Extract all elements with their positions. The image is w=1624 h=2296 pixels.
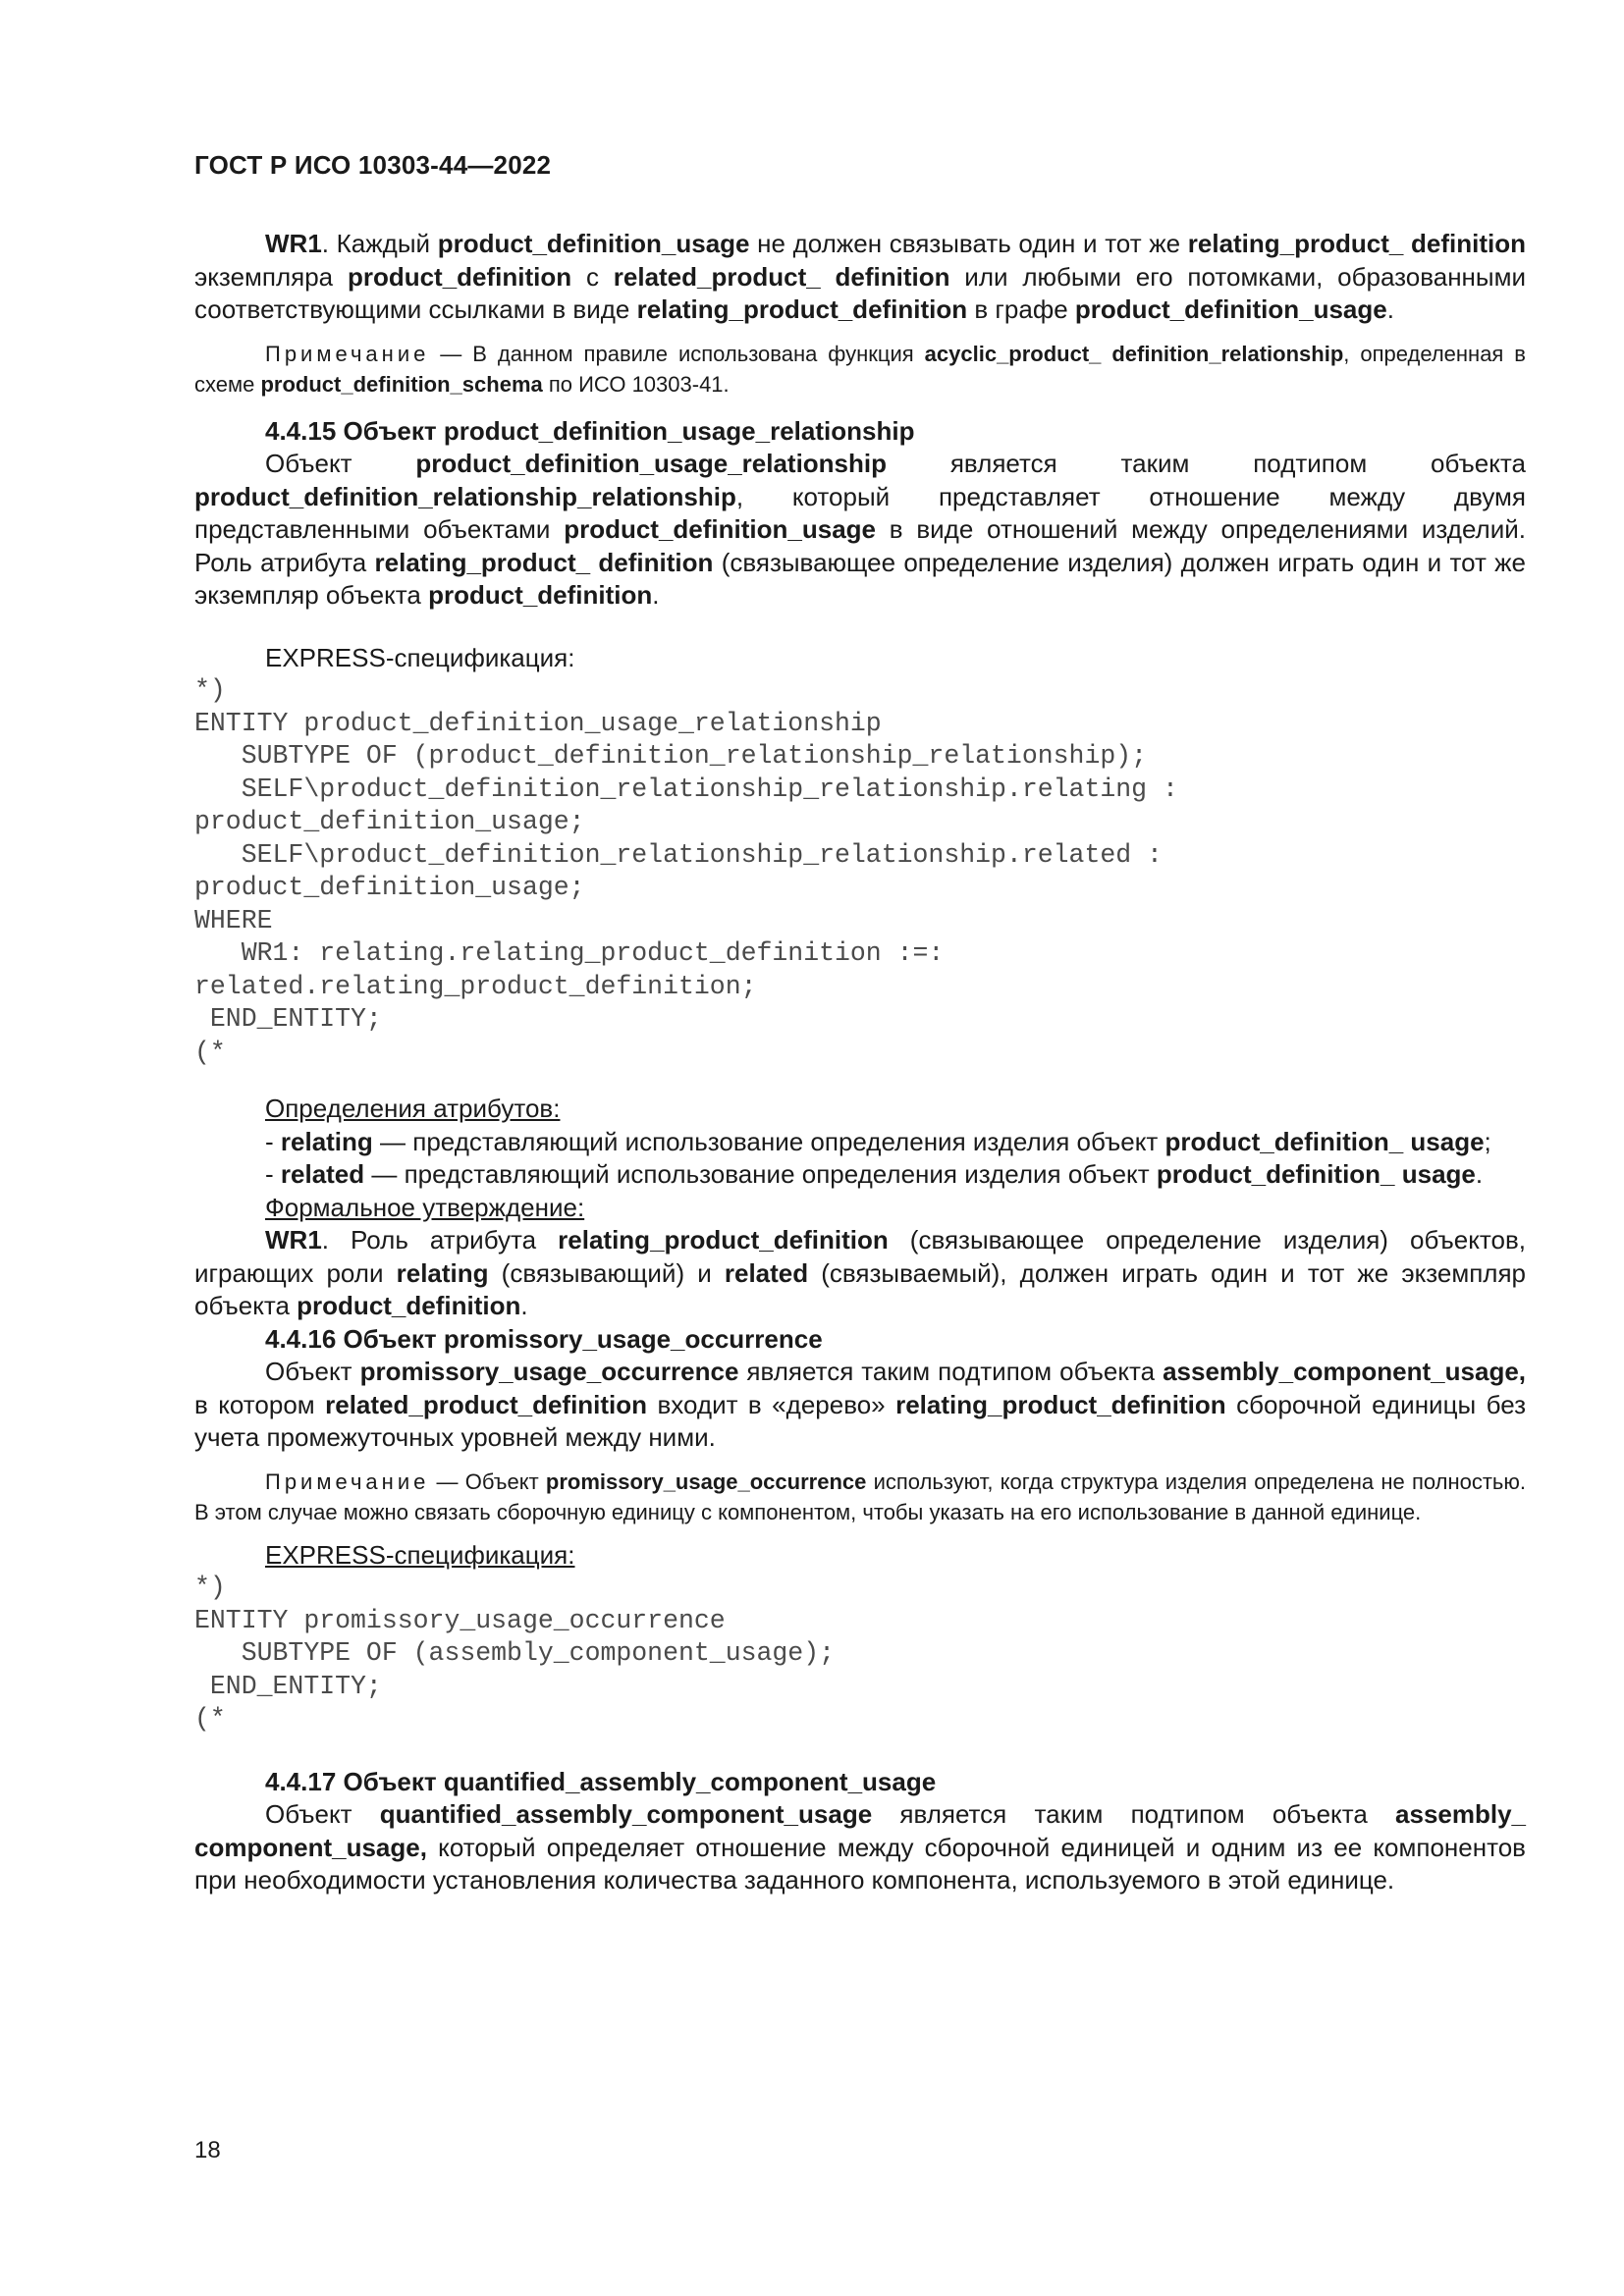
code-line: END_ENTITY; — [194, 1004, 382, 1034]
express-label-4-4-16: EXPRESS-спецификация: — [265, 1539, 575, 1570]
code-line: SUBTYPE OF (product_definition_relationship_relationship); — [194, 741, 1148, 771]
code-line: ENTITY product_definition_usage_relationship — [194, 708, 882, 738]
note-acyclic: Примечание — В данном правиле использована функция acyclic_product_ definition_relationship, определенная в схеме product_definition_schema по ИСО 10303-41. — [194, 341, 1526, 397]
section-4-4-17-paragraph: Объект quantified_assembly_component_usage является таким подтипом объекта assembly_ component_usage, который определяет отношение между сборочной единицей и одним из ее компонентов при необходимости установления количества заданного компонента, используемого в этой единице. — [194, 1799, 1527, 1895]
code-line: SELF\product_definition_relationship_relationship.relating : — [194, 774, 1178, 804]
code-line: SELF\product_definition_relationship_relationship.related : — [194, 839, 1163, 870]
section-heading-4-4-17: 4.4.17 Объект quantified_assembly_component_usage — [265, 1766, 937, 1796]
code-line: WR1: relating.relating_product_definition :=: — [194, 938, 945, 968]
code-line: ENTITY promissory_usage_occurrence — [194, 1605, 726, 1635]
formal-statement-label: Формальное утверждение: — [265, 1192, 585, 1222]
express-label-4-4-15: EXPRESS-спецификация: — [265, 642, 575, 672]
code-line: product_definition_usage; — [194, 807, 585, 836]
document-header: ГОСТ Р ИСО 10303-44—2022 — [194, 150, 552, 180]
code-line: SUBTYPE OF (assembly_component_usage); — [194, 1638, 836, 1668]
section-4-4-15-paragraph: Объект product_definition_usage_relationship является таким подтипом объекта product_definition_relationship_relationship, который представляет отношение между двумя представленными объектами product_definition_usage в виде отношений между определениями изделий. Роль атрибута relating_product_ definition (связывающее определение изделия) должен играть один и тот же экземпляр объекта product_definition. — [194, 449, 1526, 610]
code-line: product_definition_usage; — [194, 873, 585, 902]
document-page — [194, 0, 1526, 2296]
express-code-block — [194, 674, 1526, 1069]
code-line: WHERE — [194, 905, 273, 935]
rule-wr1-paragraph: WR1. Каждый product_definition_usage не должен связывать один и тот же relating_product_ definition экземпляра product_definition с related_product_ definition или любыми его потомками, образованными соответствующими ссылками в виде relating_product_definition в графе product_definition_usage. — [194, 229, 1526, 324]
code-line: related.relating_product_definition; — [194, 971, 757, 1001]
page-number: 18 — [194, 2137, 221, 2163]
page-content — [194, 228, 1526, 1897]
code-line: *) — [194, 675, 226, 705]
attribute-related: - related — представляющий использование определения изделия объект product_definition_ usage. — [265, 1159, 1484, 1189]
note-promissory: Примечание — Объект promissory_usage_occurrence используют, когда структура изделия определена не полностью. В этом случае можно связать сборочную единицу с компонентом, чтобы указать на его использование в данной единице. — [194, 1468, 1526, 1524]
section-heading-4-4-15: 4.4.15 Объект product_definition_usage_relationship — [265, 415, 915, 446]
attribute-definitions-label: Определения атрибутов: — [265, 1094, 561, 1123]
attribute-relating: - relating — представляющий использование определения изделия объект product_definition_ usage; — [265, 1126, 1491, 1156]
code-line: *) — [194, 1573, 226, 1602]
express-code-block — [194, 1572, 1526, 1736]
code-line: END_ENTITY; — [194, 1671, 382, 1701]
code-line: (* — [194, 1037, 226, 1067]
section-4-4-16-paragraph: Объект promissory_usage_occurrence является таким подтипом объекта assembly_component_usage, в котором related_product_definition входит в «дерево» relating_product_definition сборочной единицы без учета промежуточных уровней между ними. — [194, 1357, 1527, 1452]
code-line: (* — [194, 1704, 226, 1734]
formal-wr1-paragraph: WR1. Роль атрибута relating_product_definition (связывающее определение изделия) объектов, играющих роли relating (связывающий) и related (связываемый), должен играть один и тот же экземпляр объекта product_definition. — [194, 1225, 1527, 1320]
section-heading-4-4-16: 4.4.16 Объект promissory_usage_occurrence — [265, 1323, 823, 1354]
